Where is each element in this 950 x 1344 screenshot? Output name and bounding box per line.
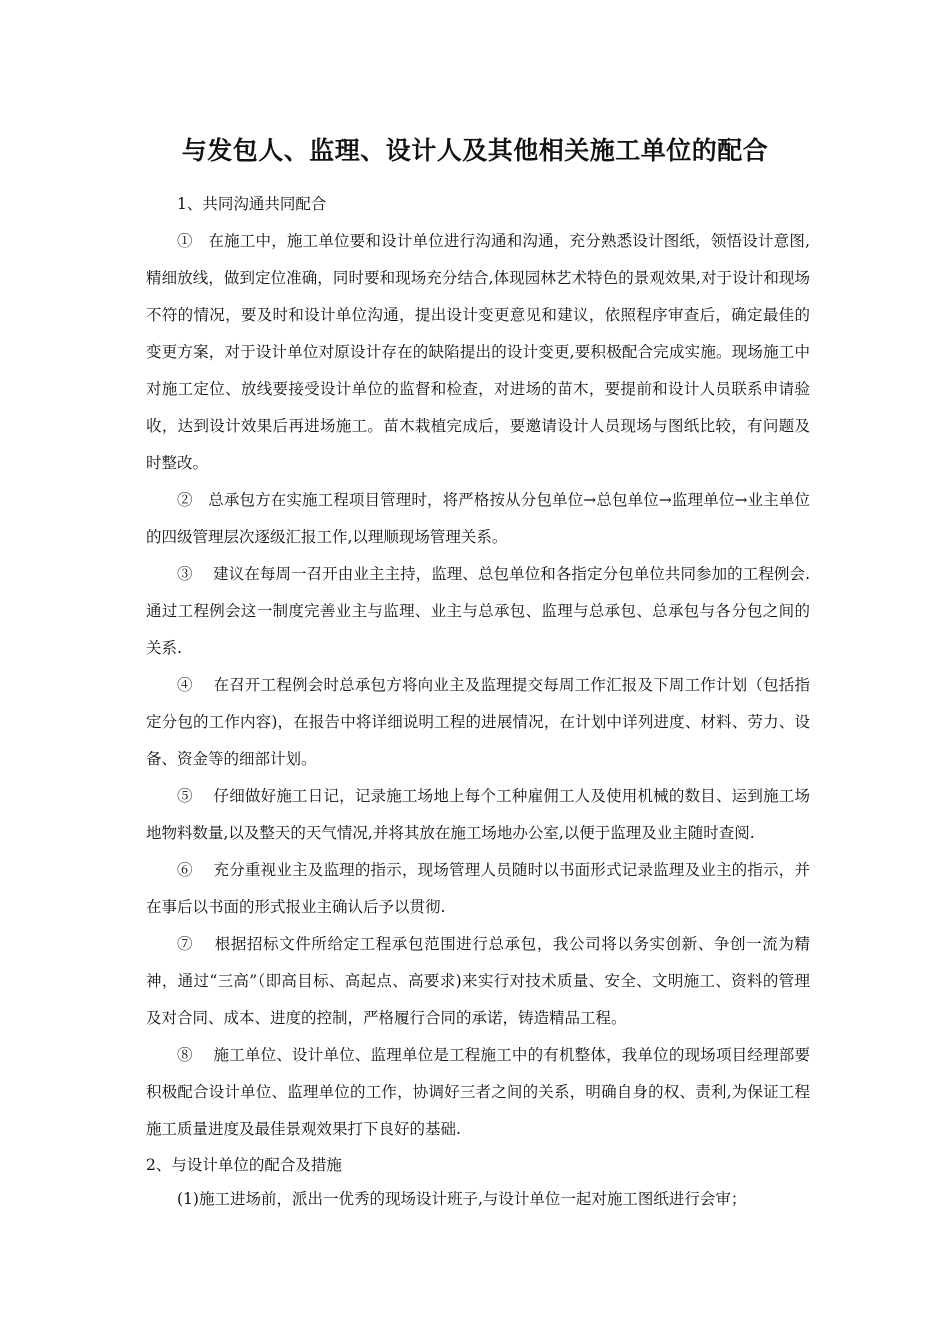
section-1-item-8: ⑧ 施工单位、设计单位、监理单位是工程施工中的有机整体，我单位的现场项目经理部要积极配合设计单位、监理单位的工作，协调好三者之间的关系，明确自身的权、责利,为保证工程施工质量进度及最佳景观效果打下良好的基础.	[146, 1046, 810, 1138]
section-1-item-6: ⑥ 充分重视业主及监理的指示，现场管理人员随时以书面形式记录监理及业主的指示，并在事后以书面的形式报业主确认后予以贯彻.	[146, 861, 810, 916]
section-2-heading: 2、与设计单位的配合及措施	[146, 1156, 342, 1174]
section-1-item-5: ⑤ 仔细做好施工日记，记录施工场地上每个工种雇佣工人及使用机械的数目、运到施工场地物料数量,以及整天的天气情况,并将其放在施工场地办公室,以便于监理及业主随时查阅.	[146, 787, 810, 842]
section-1-item-7: ⑦ 根据招标文件所给定工程承包范围进行总承包，我公司将以务实创新、争创一流为精神，通过“三高”（即高目标、高起点、高要求)来实行对技术质量、安全、文明施工、资料的管理及对合同、成本、进度的控制，严格履行合同的承诺，铸造精品工程。	[146, 935, 810, 1027]
section-1-item-3: ③ 建议在每周一召开由业主主持，监理、总包单位和各指定分包单位共同参加的工程例会.通过工程例会这一制度完善业主与监理、业主与总承包、监理与总承包、总承包与各分包之间的关系.	[146, 565, 810, 657]
document-body	[146, 186, 810, 1216]
section-1-item-1: ① 在施工中，施工单位要和设计单位进行沟通和沟通，充分熟悉设计图纸，领悟设计意图,精细放线，做到定位准确，同时要和现场充分结合,体现园林艺术特色的景观效果,对于设计和现场不符的情况，要及时和设计单位沟通，提出设计变更意见和建议，依照程序审查后，确定最佳的变更方案，对于设计单位对原设计存在的缺陷提出的设计变更,要积极配合完成实施。现场施工中对施工定位、放线要接受设计单位的监督和检查，对进场的苗木，要提前和设计人员联系申请验收，达到设计效果后再进场施工。苗木栽植完成后，要邀请设计人员现场与图纸比较，有问题及时整改。	[146, 232, 810, 472]
section-1-item-4: ④ 在召开工程例会时总承包方将向业主及监理提交每周工作汇报及下周工作计划（包括指定分包的工作内容)，在报告中将详细说明工程的进展情况，在计划中详列进度、材料、劳力、设备、资金等的细部计划。	[146, 676, 810, 768]
section-2-item-1: (1)施工进场前，派出一优秀的现场设计班子,与设计单位一起对施工图纸进行会审；	[177, 1190, 747, 1208]
section-1-heading: 1、共同沟通共同配合	[177, 195, 327, 213]
document-title: 与发包人、监理、设计人及其他相关施工单位的配合	[181, 136, 769, 165]
section-1-item-2: ② 总承包方在实施工程项目管理时，将严格按从分包单位→总包单位→监理单位→业主单位的四级管理层次逐级汇报工作,以理顺现场管理关系。	[146, 491, 810, 546]
